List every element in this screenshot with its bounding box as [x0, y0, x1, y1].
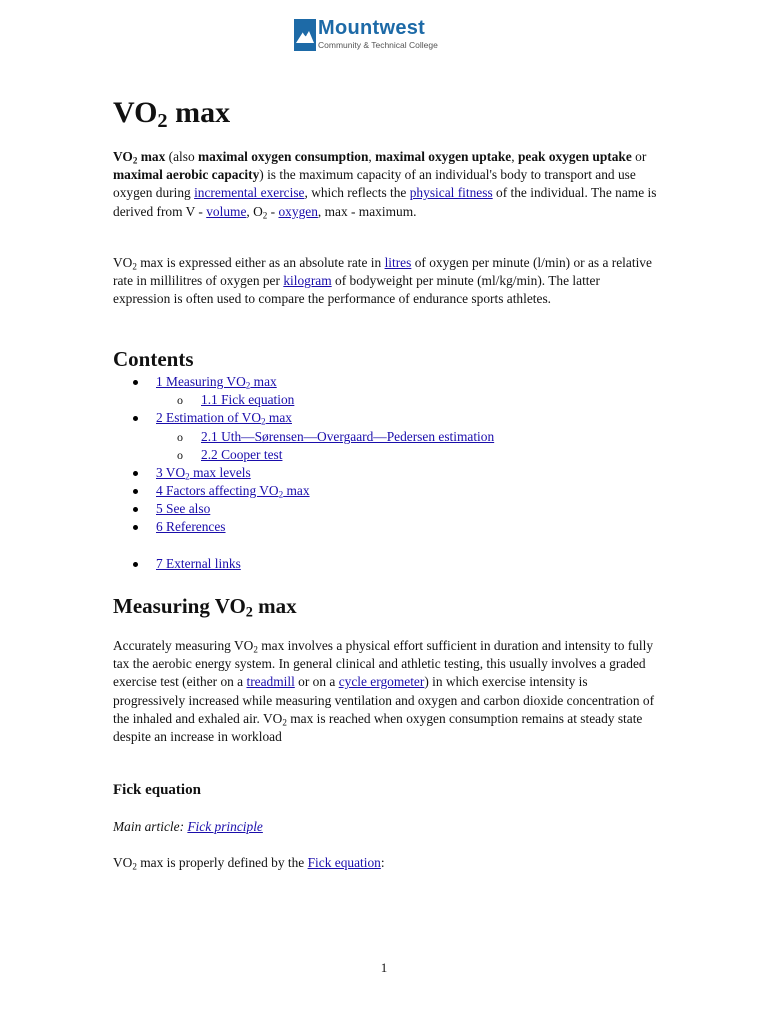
- fick-heading-block: [113, 781, 658, 799]
- bullet-icon: [133, 489, 138, 494]
- expression-paragraph: $VO_2$ max is expressed either as an absolute rate in litres of oxygen per minute (l/min) or as a relative rate in millilitres of oxygen per kilogram of bodyweight per minute (ml/kg/min). The latter expression is often used to compare the performance of endurance sports athletes.: [113, 255, 652, 307]
- circle-bullet-icon: o: [177, 448, 183, 462]
- link-oxygen[interactable]: oxygen: [278, 203, 318, 219]
- toc-link-uth-estimation[interactable]: 2.1 Uth—Sørensen—Overgaard—Pedersen estimation: [201, 429, 495, 444]
- page-number: 1: [380, 960, 388, 975]
- toc-link-measuring[interactable]: 1 Measuring $VO_2$ max: [156, 374, 277, 391]
- contents-heading-block: [113, 347, 658, 371]
- mountain-logo-icon: [294, 17, 316, 53]
- toc-link-references[interactable]: 6 References: [156, 519, 226, 534]
- bullet-icon: [133, 562, 138, 567]
- link-litres[interactable]: litres: [384, 255, 412, 270]
- measuring-paragraph: Accurately measuring $VO_2$ max involves a physical effort sufficient in duration and intensity to fully tax the aerobic energy system. In general clinical and athletic testing, this usually involves a graded exercise test (either on a treadmill or on a cycle ergometer) in which exercise intensity is progressively increased while measuring ventilation and oxygen and carbon dioxide concentration of the inhaled and exhaled air. $VO_2$ max is reached when oxygen consumption remains at steady state despite an increase in workload: [113, 638, 655, 745]
- bullet-icon: [133, 525, 138, 530]
- link-kilogram[interactable]: kilogram: [283, 273, 332, 289]
- measuring-heading-block: [113, 594, 658, 621]
- toc-link-factors[interactable]: 4 Factors affecting $VO_2$ max: [156, 483, 310, 500]
- toc-link-cooper-test[interactable]: 2.2 Cooper test: [201, 447, 283, 462]
- bullet-icon: [133, 471, 138, 476]
- link-incremental-exercise[interactable]: incremental exercise: [194, 185, 305, 201]
- toc-link-external-links[interactable]: 7 External links: [156, 556, 241, 571]
- logo-subtitle: Community & Technical College: [318, 40, 438, 50]
- page-title: $VO_2$ max: [113, 96, 231, 133]
- toc-link-see-also[interactable]: 5 See also: [156, 501, 211, 516]
- fick-definition: $VO_2$ max is properly defined by the Fick equation:: [113, 855, 385, 872]
- link-fick-equation[interactable]: Fick equation: [307, 855, 381, 870]
- link-volume[interactable]: volume: [206, 203, 247, 219]
- bullet-icon: [133, 507, 138, 512]
- link-cycle-ergometer[interactable]: cycle ergometer: [338, 674, 425, 690]
- subsection-heading-fick: Fick equation: [113, 782, 201, 798]
- toc-link-levels[interactable]: 3 $VO_2$ max levels: [156, 465, 251, 482]
- toc-link-fick-equation[interactable]: 1.1 Fick equation: [201, 392, 295, 407]
- link-fick-principle[interactable]: Fick principle: [187, 819, 263, 834]
- link-treadmill[interactable]: treadmill: [246, 674, 295, 690]
- circle-bullet-icon: o: [177, 393, 183, 407]
- intro-paragraph: $VO_2$ max (also maximal oxygen consumption, maximal oxygen uptake, peak oxygen uptake or maximal aerobic capacity) is the maximum capacity of an individual's body to transport and use oxygen during incremental exercise, which reflects the physical fitness of the individual. The name is derived from V - volume, $O_2$ - oxygen, max - maximum.: [113, 149, 657, 220]
- toc-link-estimation[interactable]: 2 Estimation of $VO_2$ max: [156, 410, 292, 427]
- contents-heading: Contents: [113, 347, 194, 371]
- circle-bullet-icon: o: [177, 430, 183, 444]
- link-physical-fitness[interactable]: physical fitness: [409, 185, 493, 201]
- main-article-label: Main article:: [113, 819, 188, 834]
- college-logo: [294, 17, 438, 55]
- logo-name: Mountwest: [318, 17, 426, 39]
- main-article-note: [113, 818, 658, 836]
- section-heading-measuring: Measuring $VO_2$ max: [113, 594, 297, 621]
- bullet-icon: [133, 416, 138, 421]
- page-title-block: [113, 96, 658, 133]
- bullet-icon: [133, 380, 138, 385]
